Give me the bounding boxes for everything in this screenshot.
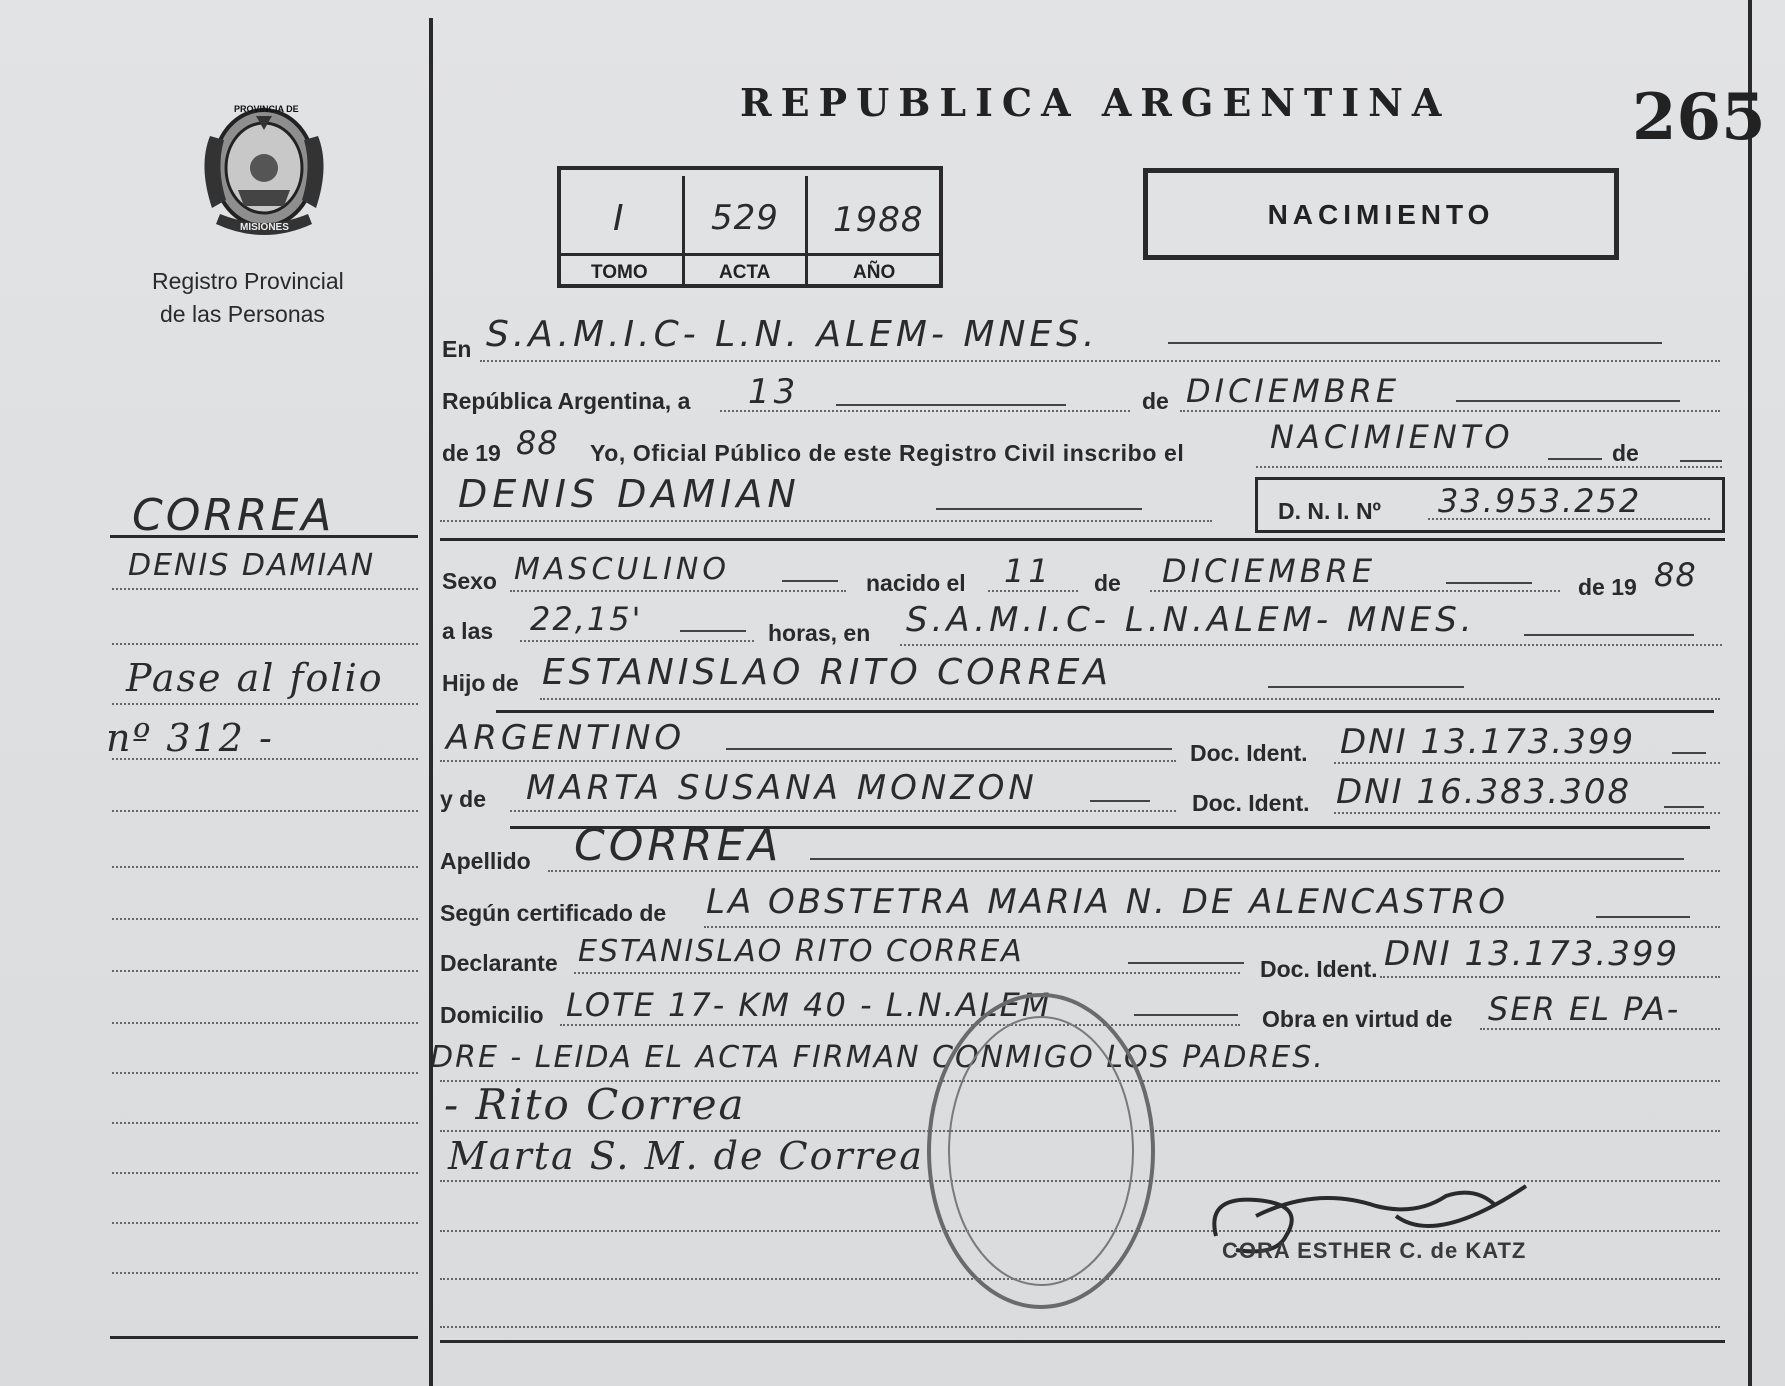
act-value: NACIMIENTO — [1270, 418, 1514, 456]
acta-label: ACTA — [719, 262, 771, 283]
margin-note-line2: nº 312 - — [106, 716, 274, 760]
de2-label: de — [1612, 440, 1639, 466]
obra-label: Obra en virtud de — [1262, 1006, 1453, 1032]
republica-label: República Argentina, a — [442, 388, 691, 414]
registry-name-line2: de las Personas — [160, 301, 325, 327]
declarante-doc-label: Doc. Ident. — [1260, 956, 1378, 982]
official-stamp — [916, 986, 1166, 1321]
continuation-text: DRE - LEIDA EL ACTA FIRMAN CONMIGO LOS PADRES. — [430, 1040, 1325, 1075]
birth-time: 22,15' — [530, 600, 643, 638]
margin-note-line1: Pase al folio — [126, 656, 384, 700]
de-label: de — [1142, 388, 1169, 414]
country-title: REPUBLICA ARGENTINA — [740, 80, 1451, 125]
page-number: 265 — [1632, 80, 1766, 155]
mother-doc: DNI 16.383.308 — [1336, 772, 1632, 812]
father-doc: DNI 13.173.399 — [1340, 722, 1636, 762]
declarante-value: ESTANISLAO RITO CORREA — [578, 934, 1024, 969]
en-label: En — [442, 336, 472, 362]
day-value: 13 — [748, 372, 800, 412]
act-type-box — [1143, 168, 1619, 260]
dni-value: 33.953.252 — [1438, 482, 1642, 520]
act-type-label: NACIMIENTO — [1267, 199, 1495, 230]
alas-label: a las — [442, 618, 494, 644]
mother-doc-label: Doc. Ident. — [1192, 790, 1310, 816]
acta-value: 529 — [711, 198, 779, 238]
month-value: DICIEMBRE — [1186, 372, 1401, 410]
dni-box — [1255, 477, 1725, 533]
birth-year: 88 — [1654, 556, 1697, 594]
father-nationality: ARGENTINO — [446, 718, 686, 758]
child-name: DENIS DAMIAN — [458, 472, 801, 516]
de3-label: de — [1094, 570, 1121, 596]
apellido-value: CORREA — [574, 820, 783, 871]
birth-month: DICIEMBRE — [1162, 552, 1377, 590]
sexo-value: MASCULINO — [514, 552, 730, 587]
year-value: 88 — [516, 424, 559, 462]
official-name: CORA ESTHER C. de KATZ — [1222, 1238, 1527, 1263]
provincial-seal — [198, 96, 334, 251]
father-doc-label: Doc. Ident. — [1190, 740, 1308, 766]
obra-value: SER EL PA- — [1488, 990, 1681, 1028]
en-value: S.A.M.I.C- L.N. ALEM- MNES. — [486, 314, 1099, 355]
registry-name-line1: Registro Provincial — [152, 268, 344, 294]
margin-surname: CORREA — [132, 490, 335, 541]
apellido-label: Apellido — [440, 848, 531, 874]
dni-label: D. N. I. Nº — [1278, 498, 1381, 524]
yde-label: y de — [440, 786, 487, 812]
ano-label: AÑO — [853, 262, 896, 283]
declarante-label: Declarante — [440, 950, 558, 976]
tomo-value: I — [613, 198, 628, 239]
father-name: ESTANISLAO RITO CORREA — [542, 652, 1113, 693]
mother-signature: Marta S. M. de Correa — [448, 1134, 924, 1178]
margin-given-names: DENIS DAMIAN — [128, 548, 376, 583]
birth-day: 11 — [1004, 552, 1053, 590]
seal-top-text: PROVINCIA DE — [234, 104, 299, 114]
tomo-label: TOMO — [591, 262, 648, 283]
domicilio-label: Domicilio — [440, 1002, 544, 1028]
mother-name: MARTA SUSANA MONZON — [526, 768, 1038, 808]
birth-place: S.A.M.I.C- L.N.ALEM- MNES. — [906, 600, 1476, 640]
father-signature: - Rito Correa — [444, 1080, 746, 1129]
horas-label: horas, en — [768, 620, 871, 646]
margin-divider — [429, 18, 433, 1386]
seal-bottom-text: MISIONES — [240, 222, 289, 233]
certificado-value: LA OBSTETRA MARIA N. DE ALENCASTRO — [706, 882, 1509, 922]
segun-label: Según certificado de — [440, 900, 667, 926]
sexo-label: Sexo — [442, 568, 497, 594]
de19-label: de 19 — [442, 440, 501, 466]
record-box — [557, 166, 943, 288]
official-signature — [1196, 1176, 1556, 1291]
domicilio-value: LOTE 17- KM 40 - L.N.ALEM — [566, 986, 1052, 1024]
right-border — [1748, 0, 1752, 1386]
nacido-label: nacido el — [866, 570, 966, 596]
yo-text: Yo, Oficial Público de este Registro Civil inscribo el — [590, 440, 1185, 466]
de19b-label: de 19 — [1578, 574, 1637, 600]
ano-value: 1988 — [833, 200, 924, 240]
declarante-doc: DNI 13.173.399 — [1384, 934, 1680, 974]
hijo-label: Hijo de — [442, 670, 519, 696]
